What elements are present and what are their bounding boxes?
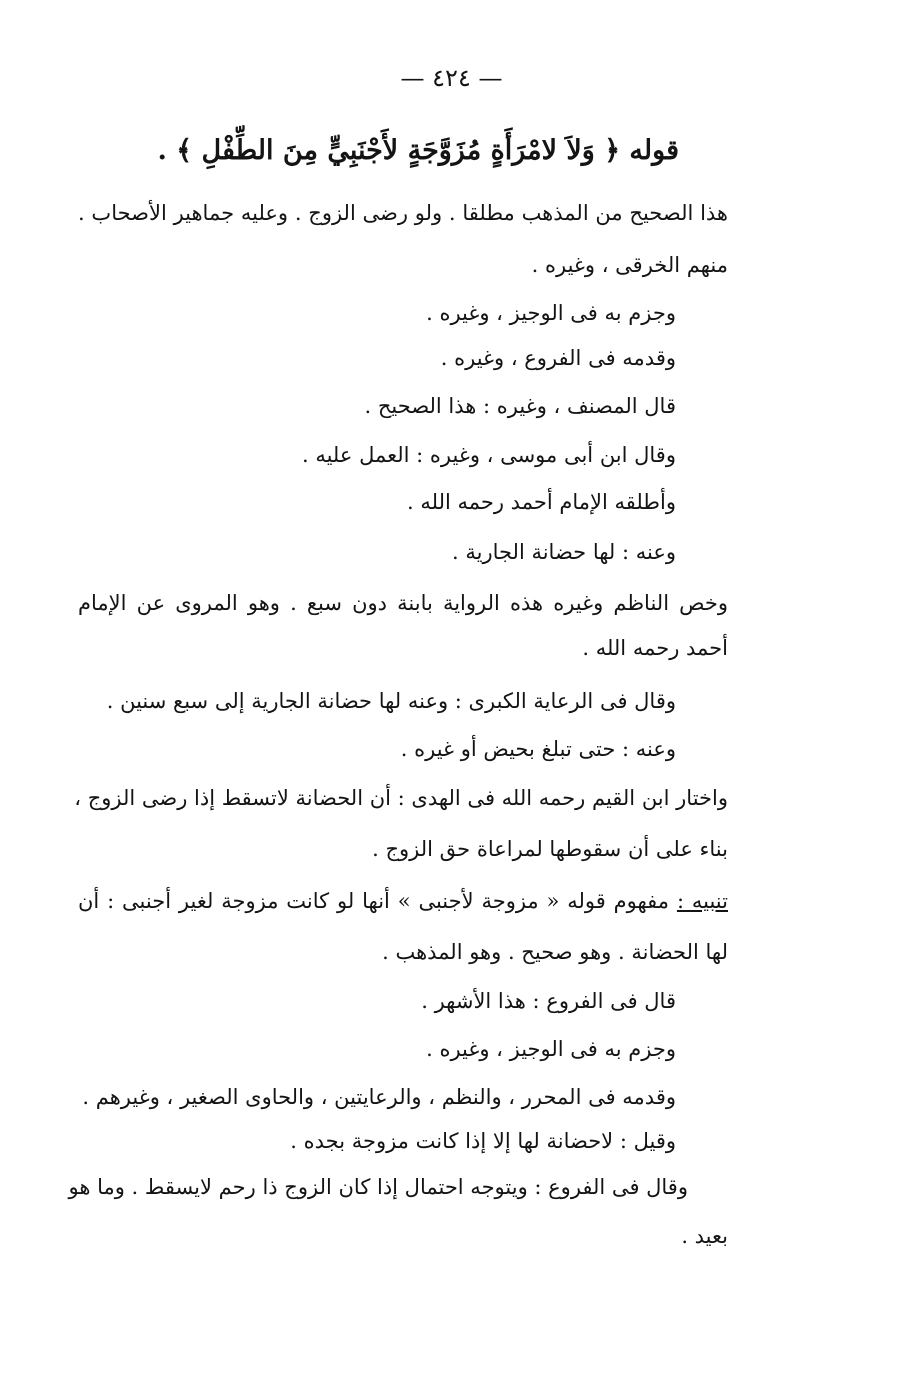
commentary-heading: قوله ﴿ وَلاَ لامْرَأَةٍ مُزَوَّجَةٍ لأَجْنَبِيٍّ مِنَ الطِّفْلِ ﴾ . (157, 135, 679, 166)
text-line-1: هذا الصحيح من المذهب مطلقا . ولو رضى الزوج . وعليه جماهير الأصحاب . (78, 201, 728, 225)
text-line-22: بعيد . (681, 1224, 728, 1248)
text-line-3: وجزم به فى الوجيز ، وغيره . (426, 301, 676, 325)
text-line-11: وقال فى الرعاية الكبرى : وعنه لها حضانة الجارية إلى سبع سنين . (106, 689, 676, 713)
text-line-19: وقدمه فى المحرر ، والنظم ، والرعايتين ، والحاوى الصغير ، وغيرهم . (82, 1085, 676, 1109)
text-line-4: وقدمه فى الفروع ، وغيره . (440, 346, 676, 370)
text-line-7: وأطلقه الإمام أحمد رحمه الله . (407, 490, 676, 514)
note-label: تنبيه : (676, 889, 728, 913)
text-line-17: قال فى الفروع : هذا الأشهر . (421, 989, 676, 1013)
note-text: مفهوم قوله « مزوجة لأجنبى » أنها لو كانت مزوجة لغير أجنبى : أن (78, 889, 670, 913)
text-line-16: لها الحضانة . وهو صحيح . وهو المذهب . (382, 940, 728, 964)
text-line-13: واختار ابن القيم رحمه الله فى الهدى : أن الحضانة لاتسقط إذا رضى الزوج ، (74, 786, 728, 810)
text-line-21: وقال فى الفروع : ويتوجه احتمال إذا كان الزوج ذا رحم لايسقط . وما هو (68, 1175, 688, 1199)
text-line-8: وعنه : لها حضانة الجارية . (452, 540, 676, 564)
page-number: — ٤٢٤ — (400, 64, 503, 92)
text-line-2: منهم الخرقى ، وغيره . (531, 253, 728, 277)
text-line-20: وقيل : لاحضانة لها إلا إذا كانت مزوجة بجده . (290, 1129, 676, 1153)
text-line-6: وقال ابن أبى موسى ، وغيره : العمل عليه . (301, 443, 676, 467)
text-line-18: وجزم به فى الوجيز ، وغيره . (426, 1037, 676, 1061)
text-line-12: وعنه : حتى تبلغ بحيض أو غيره . (400, 737, 676, 761)
note-line-1 (78, 886, 728, 916)
text-line-9: وخص الناظم وغيره هذه الرواية بابنة دون سبع . وهو المروى عن الإمام (78, 591, 728, 615)
text-line-10: أحمد رحمه الله . (582, 636, 728, 660)
text-line-14: بناء على أن سقوطها لمراعاة حق الزوج . (372, 837, 728, 861)
text-line-5: قال المصنف ، وغيره : هذا الصحيح . (364, 394, 676, 418)
